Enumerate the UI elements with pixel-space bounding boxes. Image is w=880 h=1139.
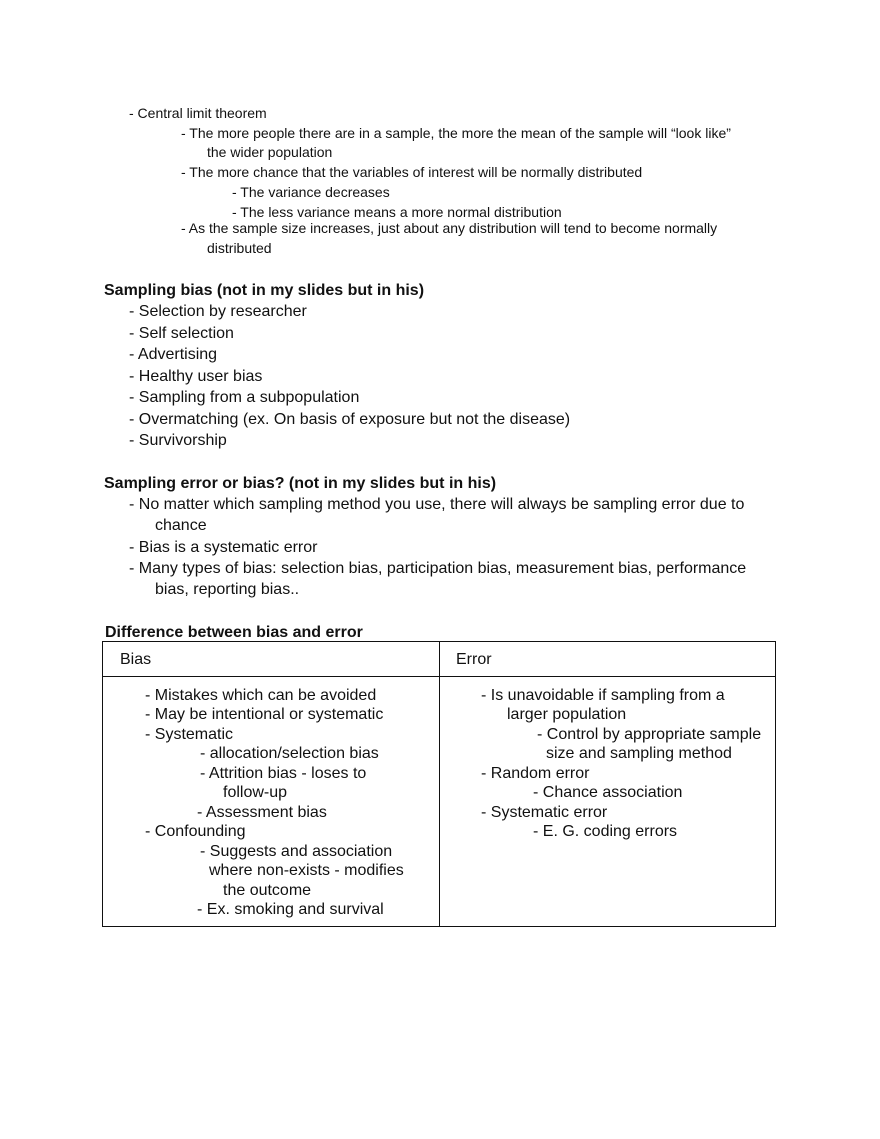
header-bias: Bias (120, 651, 152, 668)
error-or-bias-item-3-line-1: - Many types of bias: selection bias, participation bias, measurement bias, performance (129, 560, 747, 577)
table-header-divider (103, 676, 775, 677)
error-cell-line: - Is unavoidable if sampling from a (481, 687, 725, 704)
sampling-bias-item: - Survivorship (129, 432, 227, 449)
header-error: Error (456, 651, 492, 668)
sampling-bias-item: - Healthy user bias (129, 368, 263, 385)
error-or-bias-item-1-line-1: - No matter which sampling method you use, there will always be sampling error due to (129, 496, 745, 513)
bias-cell-line: - Confounding (145, 823, 246, 840)
sampling-bias-item: - Selection by researcher (129, 303, 307, 320)
bias-cell-line: - Systematic (145, 726, 234, 743)
clt-bullet-1-line-1: - The more people there are in a sample, the more the mean of the sample will “look like” (181, 125, 731, 141)
table-column-divider (439, 642, 440, 926)
sampling-bias-heading: Sampling bias (not in my slides but in his) (104, 282, 425, 299)
bias-cell-line: - May be intentional or systematic (145, 706, 384, 723)
error-or-bias-item-2: - Bias is a systematic error (129, 539, 318, 556)
bias-cell-line: - allocation/selection bias (200, 745, 379, 762)
bias-cell-line: - Mistakes which can be avoided (145, 687, 377, 704)
error-cell-line: - Systematic error (481, 804, 608, 821)
error-cell-line: - Chance association (533, 784, 683, 801)
bias-cell-line: follow-up (223, 784, 288, 801)
bias-cell-line: the outcome (223, 882, 312, 899)
error-cell-line: - Control by appropriate sample (537, 726, 762, 743)
clt-bullet-2a: - The variance decreases (232, 184, 390, 200)
bias-cell-line: - Ex. smoking and survival (197, 901, 384, 918)
clt-bullet-2: - The more chance that the variables of interest will be normally distributed (181, 164, 643, 180)
clt-bullet-2b: - The less variance means a more normal distribution (232, 204, 562, 220)
clt-bullet-3-line-2: distributed (207, 240, 272, 256)
clt-bullet-1-line-2: the wider population (207, 144, 333, 160)
error-or-bias-item-3-line-2: bias, reporting bias.. (155, 581, 300, 598)
error-cell-line: size and sampling method (546, 745, 732, 762)
sampling-bias-item: - Advertising (129, 346, 218, 363)
sampling-bias-item: - Self selection (129, 325, 234, 342)
clt-title: - Central limit theorem (129, 105, 267, 121)
bias-cell-line: where non-exists - modifies (209, 862, 404, 879)
bias-cell-line: - Suggests and association (200, 843, 393, 860)
sampling-bias-item: - Sampling from a subpopulation (129, 389, 360, 406)
error-cell-line: - Random error (481, 765, 590, 782)
error-cell-line: larger population (507, 706, 627, 723)
bias-cell-line: - Assessment bias (197, 804, 327, 821)
error-cell-line: - E. G. coding errors (533, 823, 678, 840)
table-heading: Difference between bias and error (105, 624, 363, 641)
error-or-bias-item-1-line-2: chance (155, 517, 207, 534)
sampling-bias-item: - Overmatching (ex. On basis of exposure but not the disease) (129, 411, 571, 428)
clt-bullet-3-line-1: - As the sample size increases, just about any distribution will tend to become normally (181, 220, 718, 236)
bias-error-table (102, 641, 776, 927)
error-or-bias-heading: Sampling error or bias? (not in my slides but in his) (104, 475, 497, 492)
bias-cell-line: - Attrition bias - loses to (200, 765, 367, 782)
